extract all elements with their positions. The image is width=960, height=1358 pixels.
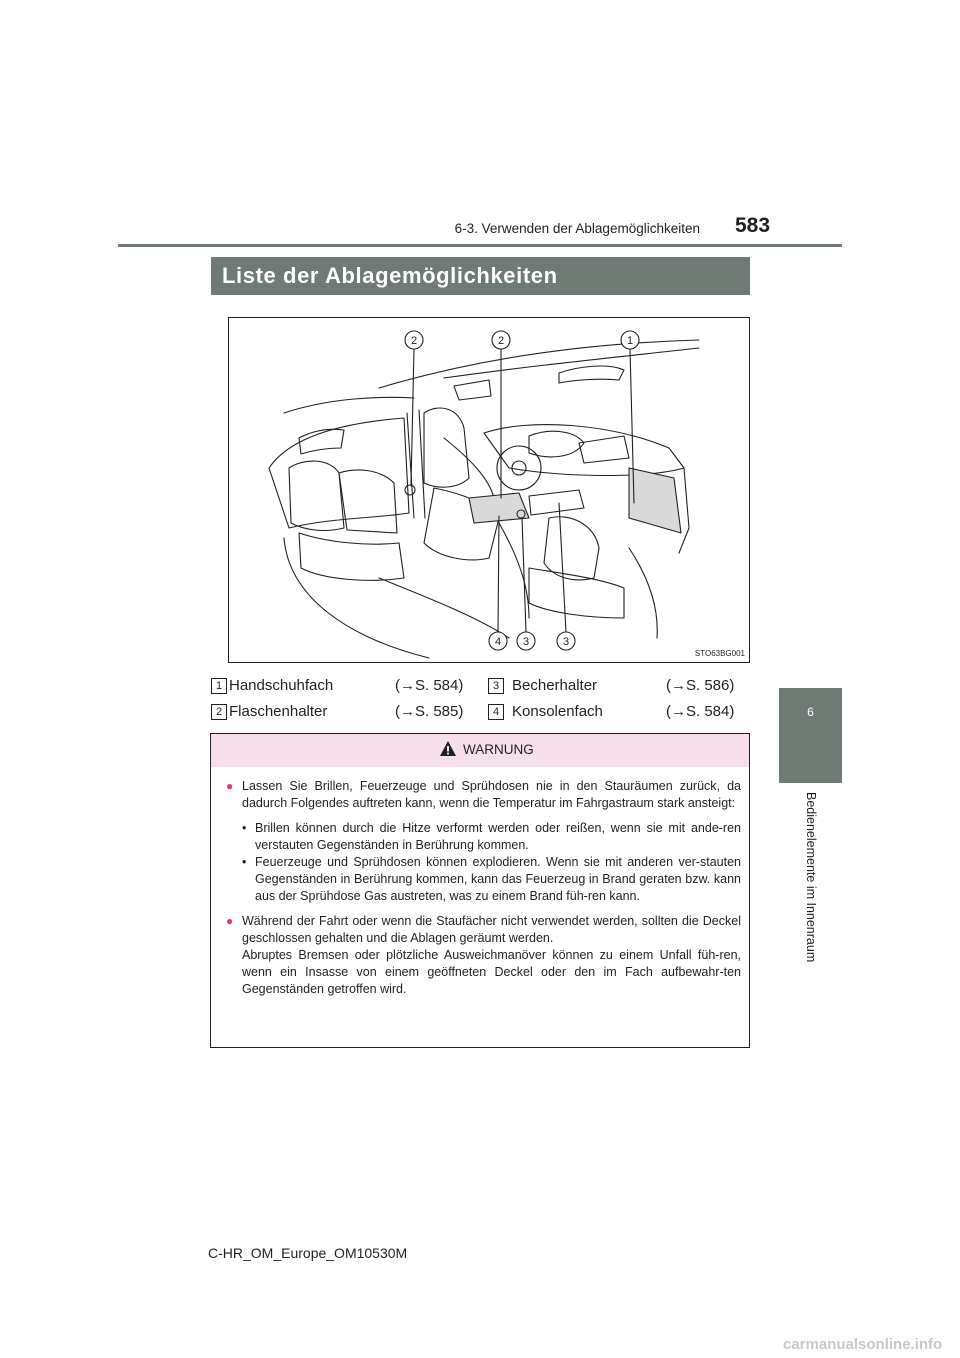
bullet-dot-icon: ● <box>226 914 234 928</box>
legend-label: Handschuhfach <box>229 677 334 694</box>
callout-label-bottom-1: 4 <box>494 636 502 648</box>
callout-label-bottom-3: 3 <box>562 636 570 648</box>
warning-sub-text: Feuerzeuge und Sprühdosen können explodieren. Wenn sie mit anderen ver-stauten Gegenständen in Berührung kommen, kann das Feuerzeug in Brand geraten bzw. kann aus der Sprühdose Gas austreten, was zu einem Brand füh-ren kann. <box>255 855 741 903</box>
legend-label: Becherhalter <box>512 677 598 694</box>
legend-badge: 3 <box>488 678 504 694</box>
figure-code: STO63BG001 <box>694 649 745 658</box>
warning-body <box>225 778 741 1008</box>
interior-figure <box>228 317 750 663</box>
header-section-title: 6-3. Verwenden der Ablagemöglichkeiten <box>454 221 700 236</box>
callout-label-top-2: 2 <box>497 335 505 347</box>
legend-page-ref: (→S. 585) <box>395 703 464 720</box>
legend-page-ref: (→S. 584) <box>666 703 735 720</box>
bullet-dot-icon: ● <box>226 779 234 793</box>
legend-label: Konsolenfach <box>512 703 603 720</box>
car-interior-illustration <box>229 318 749 662</box>
legend-page-ref: (→S. 586) <box>666 677 735 694</box>
legend-page-ref: (→S. 584) <box>395 677 464 694</box>
warning-header <box>211 734 749 767</box>
warning-sub-list <box>225 820 741 905</box>
warning-title: WARNUNG <box>463 742 534 757</box>
warning-sub-item <box>225 854 741 905</box>
warning-bullet <box>225 778 741 812</box>
warning-sub-item <box>225 820 741 854</box>
sub-bullet-icon: • <box>242 821 247 835</box>
header-rule <box>118 244 842 247</box>
warning-bullet-text: Während der Fahrt oder wenn die Staufächer nicht verwendet werden, sollten die Deckel geschlossen gehalten und die Ablagen geräumt werden. <box>242 914 741 945</box>
footer-document-id: C-HR_OM_Europe_OM10530M <box>208 1245 408 1261</box>
page-number: 583 <box>735 214 771 237</box>
warning-bullet <box>225 913 741 998</box>
warning-bullet-text: Lassen Sie Brillen, Feuerzeuge und Sprühdosen nie in den Stauräumen zurück, da dadurch Folgendes auftreten kann, wenn die Temperatur im Fahrgastraum stark ansteigt: <box>242 779 741 810</box>
callout-label-top-3: 1 <box>626 335 634 347</box>
legend-badge: 2 <box>211 704 227 720</box>
legend-label: Flaschenhalter <box>229 703 328 720</box>
legend-badge: 1 <box>211 678 227 694</box>
chapter-number: 6 <box>807 705 814 719</box>
warning-sub-text: Brillen können durch die Hitze verformt werden oder reißen, wenn sie mit ande-ren verstauten Gegenständen in Berührung kommen. <box>255 821 741 852</box>
sub-bullet-icon: • <box>242 855 247 869</box>
watermark: carmanualsonline.info <box>783 1336 943 1353</box>
legend-badge: 4 <box>488 704 504 720</box>
callout-label-bottom-2: 3 <box>522 636 530 648</box>
section-title: Liste der Ablagemöglichkeiten <box>211 257 750 295</box>
warning-triangle-icon <box>439 740 457 757</box>
warning-bullet-text-continued: Abruptes Bremsen oder plötzliche Ausweichmanöver können zu einem Unfall füh-ren, wenn ein Insasse von einem geöffneten Deckel oder den im Fach aufbewahr-ten Gegenständen getroffen wird. <box>242 948 741 996</box>
chapter-side-label: Bedienelemente im Innenraum <box>804 792 818 963</box>
callout-label-top-1: 2 <box>410 335 418 347</box>
warning-box <box>210 733 750 1048</box>
chapter-side-tab <box>779 688 842 783</box>
